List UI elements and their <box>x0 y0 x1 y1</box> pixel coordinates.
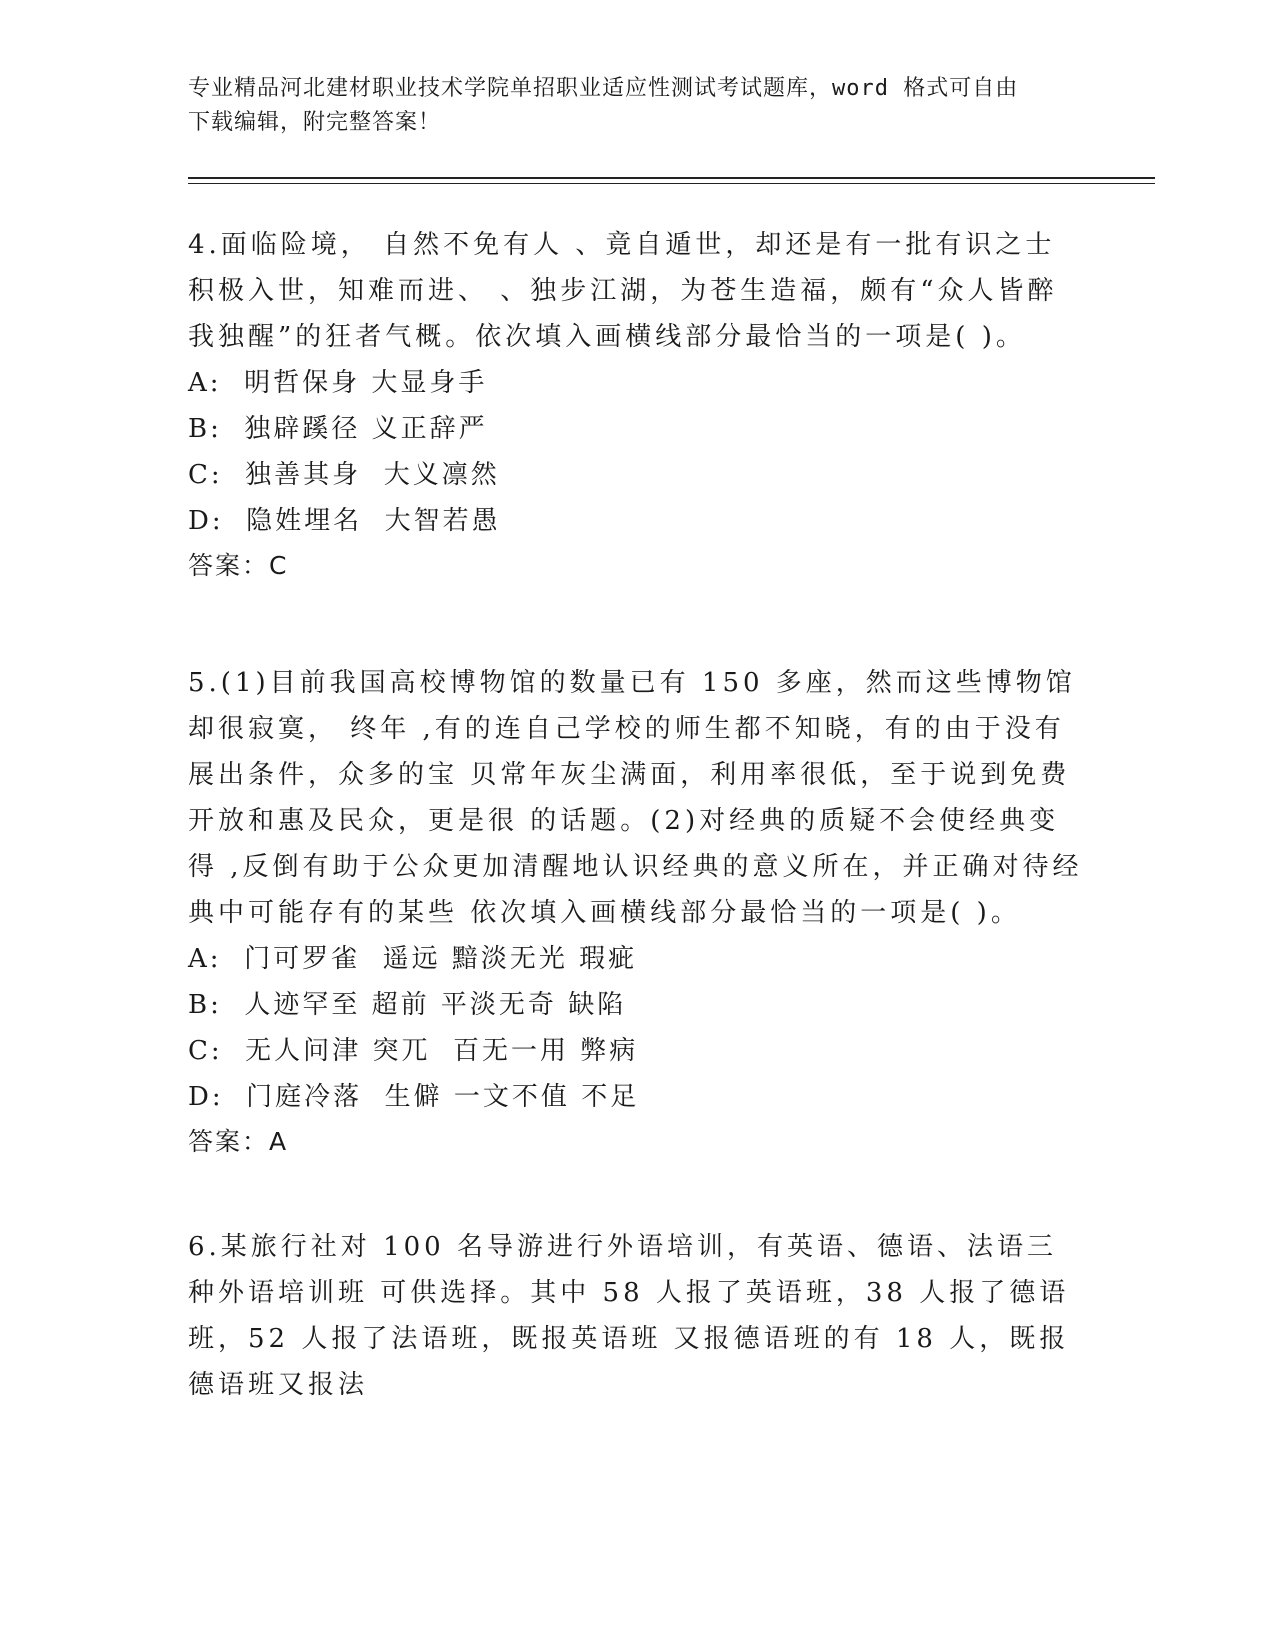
header-line-1: 专业精品河北建材职业技术学院单招职业适应性测试考试题库，word 格式可自由 <box>188 76 1019 101</box>
question-5-answer: 答案：A <box>188 1127 289 1156</box>
question-4-answer: 答案：C <box>188 551 289 580</box>
question-4-option-a: A: 明哲保身 大显身手 <box>188 368 488 398</box>
question-5 <box>188 660 1083 1164</box>
header-divider-thin <box>188 183 1155 184</box>
question-4-option-d: D: 隐姓埋名 大智若愚 <box>188 506 501 536</box>
document-header <box>188 72 1088 140</box>
question-6-stem: 6.某旅行社对 100 名导游进行外语培训，有英语、德语、法语三种外语培训班 可供选择。其中 58 人报了英语班，38 人报了德语班，52 人报了法语班，既报英语班 又报德语班的有 18 人，既报德语班又报法 <box>188 1232 1070 1400</box>
question-5-option-a: A: 门可罗雀 遥远 黯淡无光 瑕疵 <box>188 944 638 974</box>
question-4-stem: 4.面临险境， 自然不免有人 、竟自遁世，却还是有一批有识之士积极入世，知难而进、 、独步江湖，为苍生造福，颇有“众人皆醉我独醒”的狂者气概。依次填入画横线部分最恰当的一项是( )。 <box>188 230 1058 352</box>
question-5-stem: 5.(1)目前我国高校博物馆的数量已有 150 多座，然而这些博物馆却很寂寞， 终年 ,有的连自己学校的师生都不知晓，有的由于没有展出条件，众多的宝 贝常年灰尘满面，利用率很低，至于说到免费开放和惠及民众，更是很 的话题。(2)对经典的质疑不会使经典变得 ,反倒有助于公众更加清醒地认识经典的意义所在，并正确对待经典中可能存有的某些 依次填入画横线部分最恰当的一项是( )。 <box>188 668 1083 928</box>
header-divider-thick <box>188 177 1155 179</box>
question-5-option-d: D: 门庭冷落 生僻 一文不值 不足 <box>188 1082 640 1112</box>
question-5-option-b: B: 人迹罕至 超前 平淡无奇 缺陷 <box>188 990 627 1020</box>
question-4-option-c: C: 独善其身 大义凛然 <box>188 460 500 490</box>
header-line-2: 下载编辑，附完整答案！ <box>188 110 442 135</box>
question-4 <box>188 222 1083 588</box>
question-6 <box>188 1224 1083 1408</box>
question-5-option-c: C: 无人问津 突兀 百无一用 弊病 <box>188 1036 639 1066</box>
question-4-option-b: B: 独辟蹊径 义正辞严 <box>188 414 488 444</box>
